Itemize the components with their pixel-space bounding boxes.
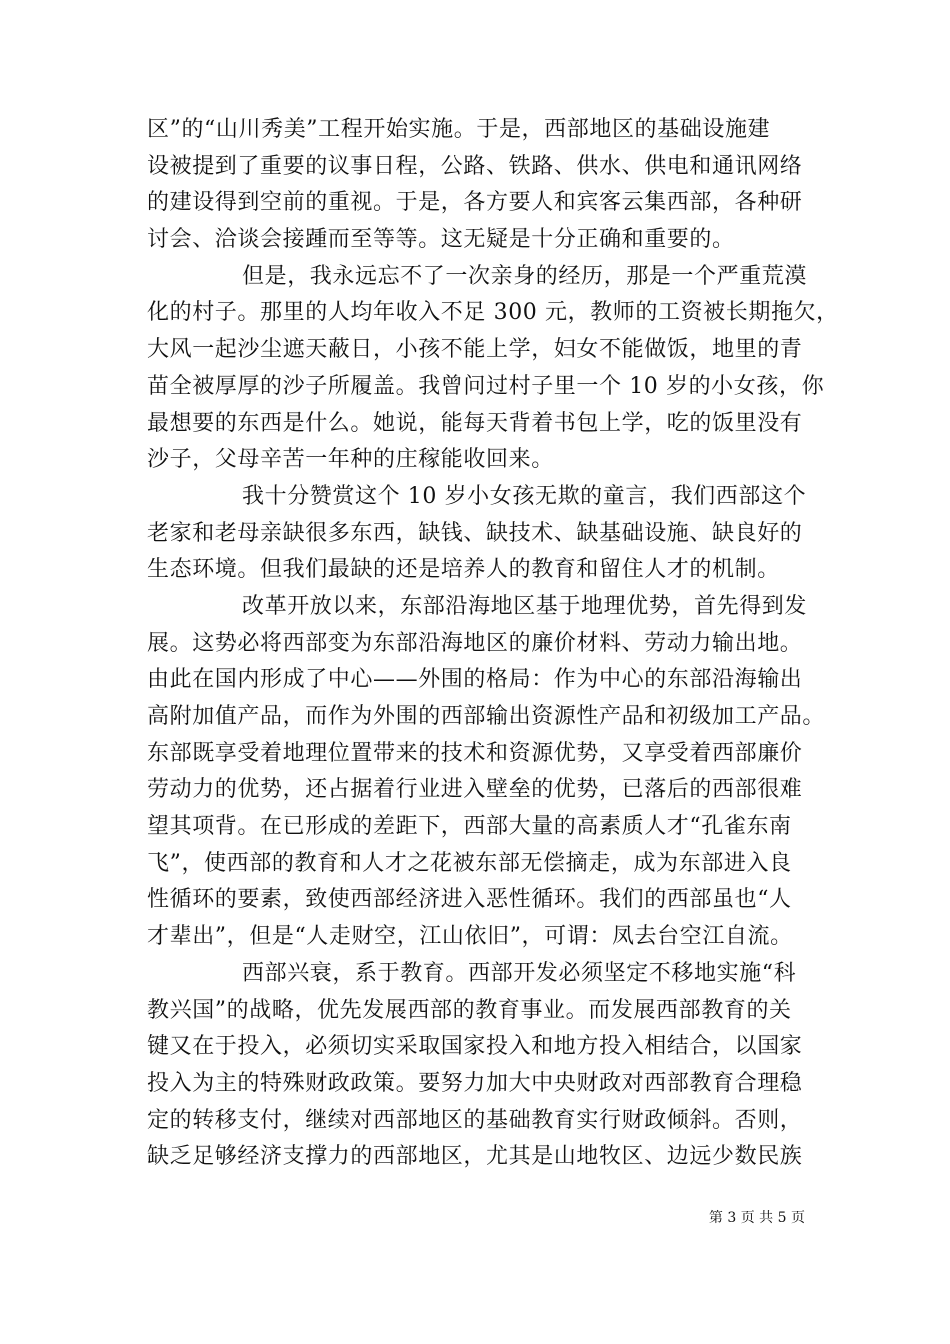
text-line: 的建设得到空前的重视。于是，各方要人和宾客云集西部，各种研 bbox=[147, 190, 803, 216]
page-number: 第 3 页 共 5 页 bbox=[708, 1210, 805, 1226]
text-line: 键又在于投入，必须切实采取国家投入和地方投入相结合，以国家 bbox=[147, 1034, 803, 1060]
text-line: 沙子，父母辛苦一年种的庄稼能收回来。 bbox=[147, 447, 554, 473]
paragraph-start-line: 改革开放以来，东部沿海地区基于地理优势，首先得到发 bbox=[242, 593, 808, 619]
text-line: 性循环的要素，致使西部经济进入恶性循环。我们的西部虽也“人 bbox=[147, 887, 792, 913]
paragraph-start-line: 我十分赞赏这个 10 岁小女孩无欺的童言，我们西部这个 bbox=[242, 483, 807, 509]
text-line: 展。这势必将西部变为东部沿海地区的廉价材料、劳动力输出地。 bbox=[147, 630, 803, 656]
text-line: 才辈出”，但是“人走财空，江山依旧”，可谓：凤去台空江自流。 bbox=[147, 924, 793, 950]
text-line: 生态环境。但我们最缺的还是培养人的教育和留住人才的机制。 bbox=[147, 557, 780, 583]
paragraph-start-line: 西部兴衰，系于教育。西部开发必须坚定不移地实施“科 bbox=[242, 960, 797, 986]
text-line: 定的转移支付，继续对西部地区的基础教育实行财政倾斜。否则， bbox=[147, 1107, 803, 1133]
text-line: 望其项背。在已形成的差距下，西部大量的高素质人才“孔雀东南 bbox=[147, 814, 792, 840]
text-line: 教兴国”的战略，优先发展西部的教育事业。而发展西部教育的关 bbox=[147, 997, 792, 1023]
text-line: 飞”，使西部的教育和人才之花被东部无偿摘走，成为东部进入良 bbox=[147, 850, 792, 876]
text-line: 大风一起沙尘遮天蔽日，小孩不能上学，妇女不能做饭，地里的青 bbox=[147, 337, 803, 363]
text-line: 劳动力的优势，还占据着行业进入壁垒的优势，已落后的西部很难 bbox=[147, 777, 803, 803]
text-line: 投入为主的特殊财政政策。要努力加大中央财政对西部教育合理稳 bbox=[147, 1070, 803, 1096]
text-line: 讨会、洽谈会接踵而至等等。这无疑是十分正确和重要的。 bbox=[147, 227, 735, 253]
text-line: 苗全被厚厚的沙子所履盖。我曾问过村子里一个 10 岁的小女孩，你 bbox=[147, 373, 825, 399]
text-line: 东部既享受着地理位置带来的技术和资源优势，又享受着西部廉价 bbox=[147, 740, 803, 766]
text-line: 设被提到了重要的议事日程，公路、铁路、供水、供电和通讯网络 bbox=[147, 153, 803, 179]
text-line: 高附加值产品，而作为外围的西部输出资源性产品和初级加工产品。 bbox=[147, 704, 826, 729]
text-line: 化的村子。那里的人均年收入不足 300 元，教师的工资被长期拖欠， bbox=[147, 300, 839, 326]
body-text bbox=[147, 112, 839, 1176]
text-line: 由此在国内形成了中心——外围的格局：作为中心的东部沿海输出 bbox=[147, 667, 803, 693]
text-line: 区”的“山川秀美”工程开始实施。于是，西部地区的基础设施建 bbox=[147, 117, 771, 142]
paragraph-start-line: 但是，我永远忘不了一次亲身的经历，那是一个严重荒漠 bbox=[242, 263, 808, 289]
text-line: 缺乏足够经济支撑力的西部地区，尤其是山地牧区、边远少数民族 bbox=[147, 1144, 803, 1170]
text-line: 最想要的东西是什么。她说，能每天背着书包上学，吃的饭里没有 bbox=[147, 410, 803, 436]
text-line: 老家和老母亲缺很多东西，缺钱、缺技术、缺基础设施、缺良好的 bbox=[147, 520, 803, 546]
